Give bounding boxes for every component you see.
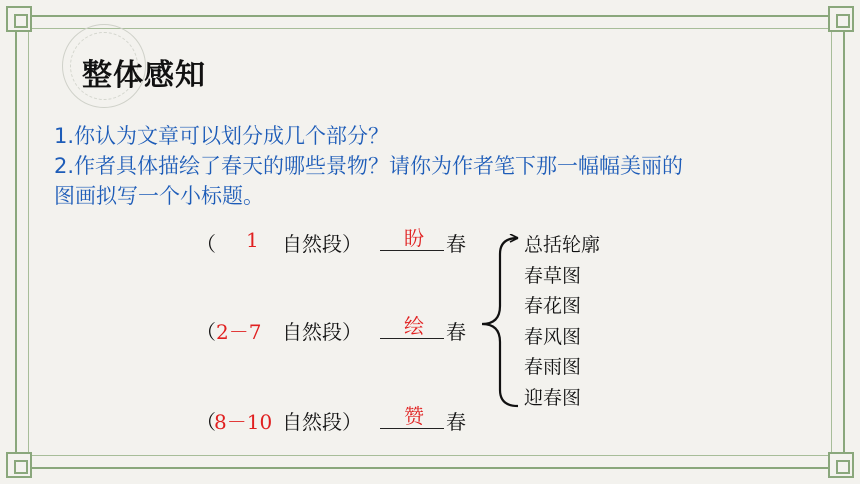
subtitle-item: 春花图 [524,295,582,317]
question-2-line-2: 图画拟写一个小标题。 [54,184,264,208]
subtitle-item: 总括轮廓 [524,234,601,256]
subtitle-list [524,230,600,413]
page-title: 整体感知 [82,58,206,93]
row-open-paren: （ [196,320,216,344]
row-label: 自然段） [282,410,362,434]
row-range: 8－10 [214,410,273,434]
subtitle-item: 春草图 [524,264,582,287]
row-answer: 盼 [404,226,424,250]
row-range: 1 [246,228,259,252]
question-2-line-1: 2.作者具体描绘了春天的哪些景物？请你为作者笔下那一幅幅美丽的 [54,154,684,178]
corner-ornament [828,6,854,32]
row-answer: 绘 [404,314,424,338]
row-open-paren: （ [196,410,216,434]
subtitle-item: 春风图 [524,325,582,348]
row-label: 自然段） [282,232,362,256]
row-suffix: 春 [446,410,466,434]
corner-ornament [828,452,854,478]
subtitle-item: 迎春图 [524,386,582,409]
row-label: 自然段） [282,320,362,344]
brace-icon [478,234,524,410]
question-1: 1.你认为文章可以划分成几个部分？ [54,124,390,148]
row-open-paren: （ [196,232,216,256]
row-suffix: 春 [446,232,466,256]
subtitle-item: 春雨图 [524,356,582,378]
corner-ornament [6,452,32,478]
row-answer: 赞 [404,404,424,428]
row-suffix: 春 [446,320,466,344]
row-range: 2－7 [216,320,262,344]
corner-ornament [6,6,32,32]
